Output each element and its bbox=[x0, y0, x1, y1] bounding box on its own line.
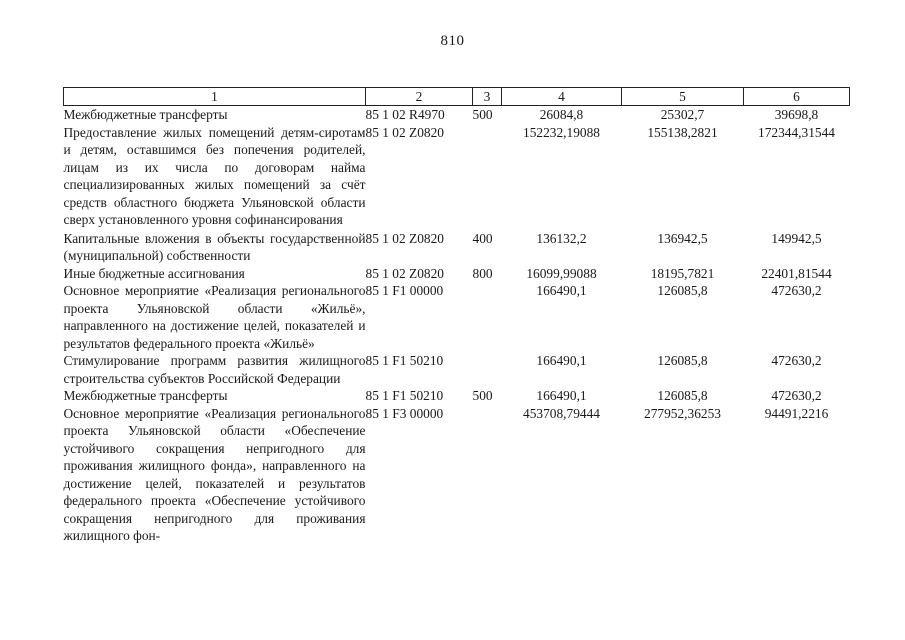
row-value-3: 472630,2 bbox=[771, 353, 822, 368]
table-row bbox=[64, 387, 850, 405]
row-expense-type: 400 bbox=[472, 230, 493, 246]
row-value-2: 126085,8 bbox=[657, 283, 708, 298]
row-value-3: 149942,5 bbox=[771, 230, 822, 246]
row-value-1: 26084,8 bbox=[539, 107, 584, 122]
row-name: Иные бюджетные ассигнования bbox=[63, 265, 245, 281]
row-expense-type: 500 bbox=[472, 388, 493, 403]
row-value-1: 166490,1 bbox=[536, 388, 587, 403]
row-name: Стимулирование программ развития жилищного строительства субъектов Российской Федерации bbox=[63, 353, 366, 386]
column-header: 1 bbox=[64, 88, 366, 106]
row-expense-type bbox=[473, 405, 502, 545]
row-value-1: 453708,79444 bbox=[523, 405, 600, 421]
row-value-2: 25302,7 bbox=[660, 107, 705, 122]
row-expense-type bbox=[473, 282, 502, 352]
row-value-2: 126085,8 bbox=[657, 353, 708, 368]
row-code: 85 1 F1 50210 bbox=[365, 388, 444, 403]
row-value-1: 152232,19088 bbox=[523, 124, 600, 140]
table-row bbox=[64, 124, 850, 229]
row-expense-type bbox=[473, 352, 502, 387]
column-header: 5 bbox=[622, 88, 744, 106]
table-row bbox=[64, 106, 850, 124]
row-expense-type bbox=[473, 124, 502, 229]
table-row bbox=[64, 282, 850, 352]
row-code: 85 1 02 Z0820 bbox=[365, 230, 444, 246]
row-name: Предоставление жилых помещений детям-сиротам и детям, оставшимся без попечения родителей, лицам из их числа по договорам найма специализированных жилых помещений за счёт средств областного бюджета Ульяновской области сверх установленного уровня софинансирования bbox=[63, 124, 366, 227]
table-header-row bbox=[64, 88, 850, 106]
row-name: Межбюджетные трансферты bbox=[63, 107, 228, 122]
row-name: Капитальные вложения в объекты государственной (муниципальной) собственности bbox=[63, 230, 366, 263]
row-value-2: 136942,5 bbox=[657, 230, 708, 246]
row-value-1: 16099,99088 bbox=[526, 265, 597, 281]
row-code: 85 1 F1 50210 bbox=[365, 353, 444, 368]
row-name: Межбюджетные трансферты bbox=[63, 388, 228, 403]
row-value-2: 155138,2821 bbox=[647, 124, 718, 140]
row-code: 85 1 02 R4970 bbox=[365, 107, 445, 122]
page-number: 810 bbox=[440, 33, 465, 49]
table-row bbox=[64, 352, 850, 387]
row-value-2: 18195,7821 bbox=[650, 265, 715, 281]
budget-table bbox=[63, 87, 850, 545]
row-code: 85 1 02 Z0820 bbox=[365, 265, 444, 281]
row-value-3: 94491,2216 bbox=[764, 405, 829, 421]
column-header: 2 bbox=[366, 88, 473, 106]
row-value-1: 166490,1 bbox=[536, 353, 587, 368]
table-row bbox=[64, 265, 850, 283]
row-value-3: 39698,8 bbox=[774, 107, 819, 122]
column-header: 3 bbox=[473, 88, 502, 106]
row-code: 85 1 F3 00000 bbox=[365, 405, 444, 421]
row-value-3: 172344,31544 bbox=[758, 124, 835, 140]
row-value-3: 472630,2 bbox=[771, 283, 822, 298]
row-value-2: 126085,8 bbox=[657, 388, 708, 403]
column-header: 4 bbox=[502, 88, 622, 106]
row-value-1: 136132,2 bbox=[536, 230, 587, 246]
row-name: Основное мероприятие «Реализация регионального проекта Ульяновской области «Жильё», направленного на достижение целей, показателей и результатов федерального проекта «Жильё» bbox=[63, 283, 366, 351]
row-expense-type: 500 bbox=[472, 107, 493, 122]
row-expense-type: 800 bbox=[472, 265, 493, 281]
row-code: 85 1 F1 00000 bbox=[365, 283, 444, 298]
row-code: 85 1 02 Z0820 bbox=[365, 124, 444, 140]
column-header: 6 bbox=[744, 88, 850, 106]
row-value-1: 166490,1 bbox=[536, 283, 587, 298]
row-value-3: 22401,81544 bbox=[761, 265, 832, 281]
table-row bbox=[64, 229, 850, 265]
row-name: Основное мероприятие «Реализация регионального проекта Ульяновской области «Обеспечение устойчивого сокращения непригодного для проживания жилищного фонда», направленного на достижение целей, показателей и результатов федерального проекта «Обеспечение устойчивого сокращения непригодного для проживания жилищного фон- bbox=[63, 405, 366, 543]
row-value-2: 277952,36253 bbox=[644, 405, 721, 421]
row-value-3: 472630,2 bbox=[771, 388, 822, 403]
table-row bbox=[64, 405, 850, 545]
